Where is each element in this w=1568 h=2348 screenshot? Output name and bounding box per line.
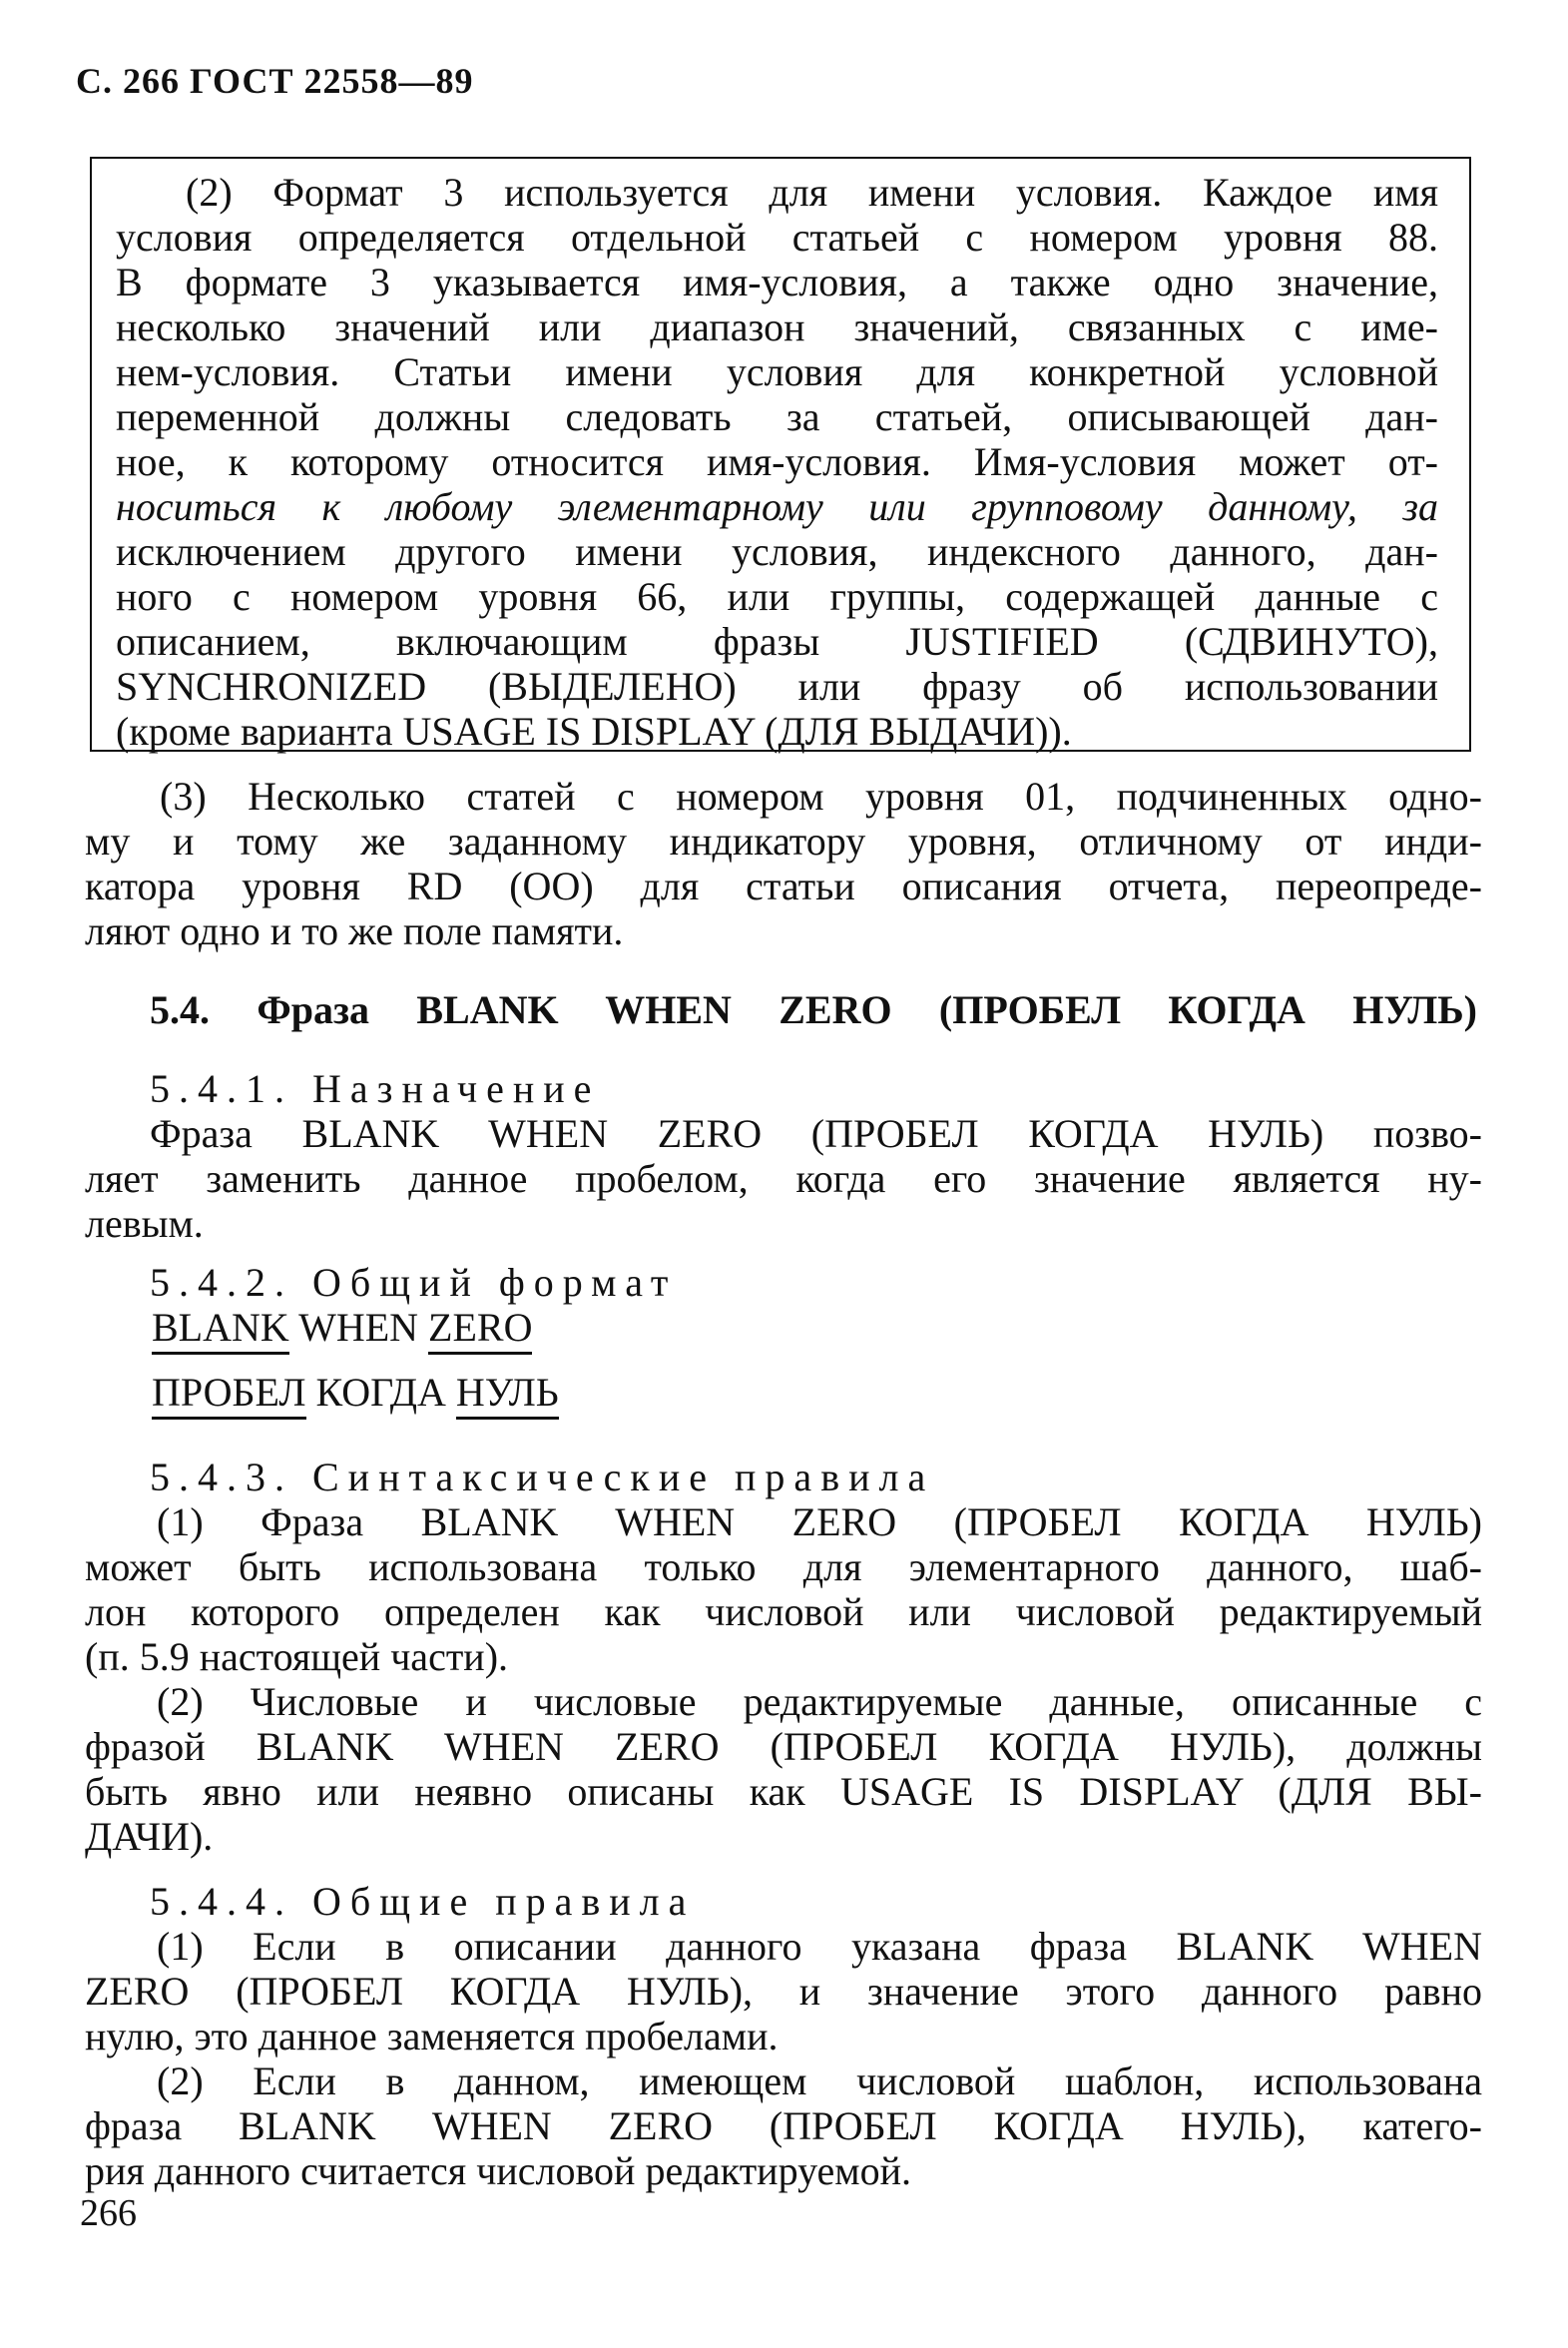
- s543-line: лон которого определен как числовой или числовой редактируемый: [85, 1589, 1482, 1634]
- para3-line: ляют одно и то же поле памяти.: [85, 908, 624, 953]
- keyword-zero: ZERO: [428, 1305, 532, 1355]
- s544-line: (1) Если в описании данного указана фраза BLANK WHEN: [157, 1924, 1482, 1969]
- keyword-when: WHEN: [298, 1305, 419, 1350]
- s544-line: фраза BLANK WHEN ZERO (ПРОБЕЛ КОГДА НУЛЬ), катего-: [85, 2103, 1482, 2148]
- s543-line: фразой BLANK WHEN ZERO (ПРОБЕЛ КОГДА НУЛЬ), должны: [85, 1724, 1482, 1769]
- box-line: описанием, включающим фразы JUSTIFIED (СДВИНУТО),: [116, 619, 1438, 664]
- s541-heading: 5.4.1. Назначение: [150, 1066, 601, 1111]
- box-line: нем-условия. Статьи имени условия для конкретной условной: [116, 349, 1438, 394]
- s544-line: ZERO (ПРОБЕЛ КОГДА НУЛЬ), и значение этого данного равно: [85, 1969, 1482, 2014]
- box-line: (2) Формат 3 используется для имени условия. Каждое имя: [186, 170, 1438, 215]
- s544-line: нулю, это данное заменяется пробелами.: [85, 2014, 779, 2058]
- s543-line: быть явно или неявно описаны как USAGE IS DISPLAY (ДЛЯ ВЫ-: [85, 1769, 1482, 1814]
- box-line: ного с номером уровня 66, или группы, содержащей данные с: [116, 574, 1438, 619]
- keyword-nul: НУЛЬ: [456, 1370, 559, 1420]
- box-line: ное, к которому относится имя-условия. Имя-условия может от-: [116, 439, 1438, 484]
- box-line: В формате 3 указывается имя-условия, а также одно значение,: [116, 260, 1438, 304]
- para3-line: катора уровня RD (OO) для статьи описания отчета, переопреде-: [85, 864, 1482, 908]
- box-line: (кроме варианта USAGE IS DISPLAY (ДЛЯ ВЫДАЧИ)).: [116, 709, 1072, 754]
- box-line: SYNCHRONIZED (ВЫДЕЛЕНО) или фразу об использовании: [116, 664, 1438, 709]
- s542-heading: 5.4.2. Общий формат: [150, 1260, 678, 1305]
- para3-line: му и тому же заданному индикатору уровня, отличному от инди-: [85, 819, 1482, 864]
- s544-body: [85, 1924, 1482, 2193]
- keyword-kogda: КОГДА: [315, 1370, 446, 1415]
- s543-line: (п. 5.9 настоящей части).: [85, 1634, 509, 1679]
- paragraph-3: [85, 774, 1482, 953]
- s541-body: [85, 1111, 1482, 1246]
- s544-line: рия данного считается числовой редактируемой.: [85, 2148, 912, 2193]
- box-line: условия определяется отдельной статьей с номером уровня 88.: [116, 215, 1438, 260]
- s543-line: (1) Фраза BLANK WHEN ZERO (ПРОБЕЛ КОГДА НУЛЬ): [157, 1499, 1482, 1544]
- format-line-en: [152, 1305, 532, 1355]
- s543-line: ДАЧИ).: [85, 1814, 214, 1859]
- keyword-blank: BLANK: [152, 1305, 289, 1355]
- page-header: С. 266 ГОСТ 22558—89: [76, 61, 474, 101]
- section-title: 5.4. Фраза BLANK WHEN ZERO (ПРОБЕЛ КОГДА НУЛЬ): [150, 987, 1477, 1032]
- s541-line: ляет заменить данное пробелом, когда его значение является ну-: [85, 1156, 1482, 1201]
- s543-line: (2) Числовые и числовые редактируемые данные, описанные с: [157, 1679, 1482, 1724]
- page-number: 266: [80, 2192, 137, 2234]
- box-line: носиться к любому элементарному или групповому данному, за: [116, 484, 1438, 529]
- format-line-ru: [152, 1370, 559, 1420]
- s543-body: [85, 1499, 1482, 1859]
- box-line: несколько значений или диапазон значений, связанных с име-: [116, 304, 1438, 349]
- s544-heading: 5.4.4. Общие правила: [150, 1879, 696, 1924]
- para3-line: (3) Несколько статей с номером уровня 01, подчиненных одно-: [160, 774, 1482, 819]
- s544-line: (2) Если в данном, имеющем числовой шаблон, использована: [157, 2058, 1482, 2103]
- s543-line: может быть использована только для элементарного данного, шаб-: [85, 1544, 1482, 1589]
- framed-paragraph: [116, 170, 1438, 754]
- keyword-probel: ПРОБЕЛ: [152, 1370, 306, 1420]
- s543-heading: 5.4.3. Синтаксические правила: [150, 1455, 935, 1499]
- s541-line: левым.: [85, 1201, 204, 1246]
- box-line: исключением другого имени условия, индексного данного, дан-: [116, 529, 1438, 574]
- box-line: переменной должны следовать за статьей, описывающей дан-: [116, 394, 1438, 439]
- s541-line: Фраза BLANK WHEN ZERO (ПРОБЕЛ КОГДА НУЛЬ) позво-: [150, 1111, 1482, 1156]
